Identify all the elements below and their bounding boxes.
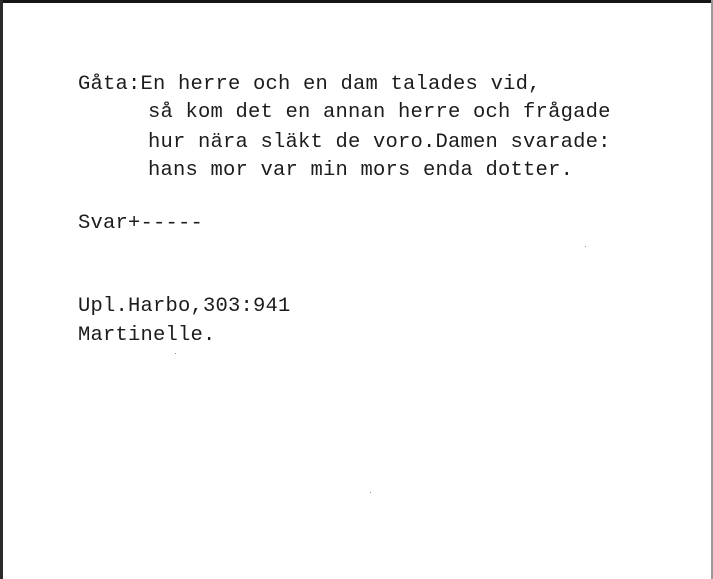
riddle-line-2: så kom det en annan herre och frågade bbox=[148, 101, 611, 124]
paper-speck bbox=[370, 492, 371, 493]
collector-name: Martinelle. bbox=[78, 324, 216, 347]
riddle-line-4: hans mor var min mors enda dotter. bbox=[148, 159, 574, 182]
card-top-border bbox=[0, 0, 713, 3]
source-reference: Upl.Harbo,303:941 bbox=[78, 295, 291, 318]
paper-speck bbox=[175, 353, 176, 354]
paper-speck bbox=[585, 246, 586, 247]
answer-line: Svar+----- bbox=[78, 212, 204, 235]
riddle-line-3: hur nära släkt de voro.Damen svarade: bbox=[148, 131, 611, 154]
riddle-line-1: Gåta:En herre och en dam talades vid, bbox=[78, 73, 541, 96]
card-left-border bbox=[0, 0, 3, 579]
